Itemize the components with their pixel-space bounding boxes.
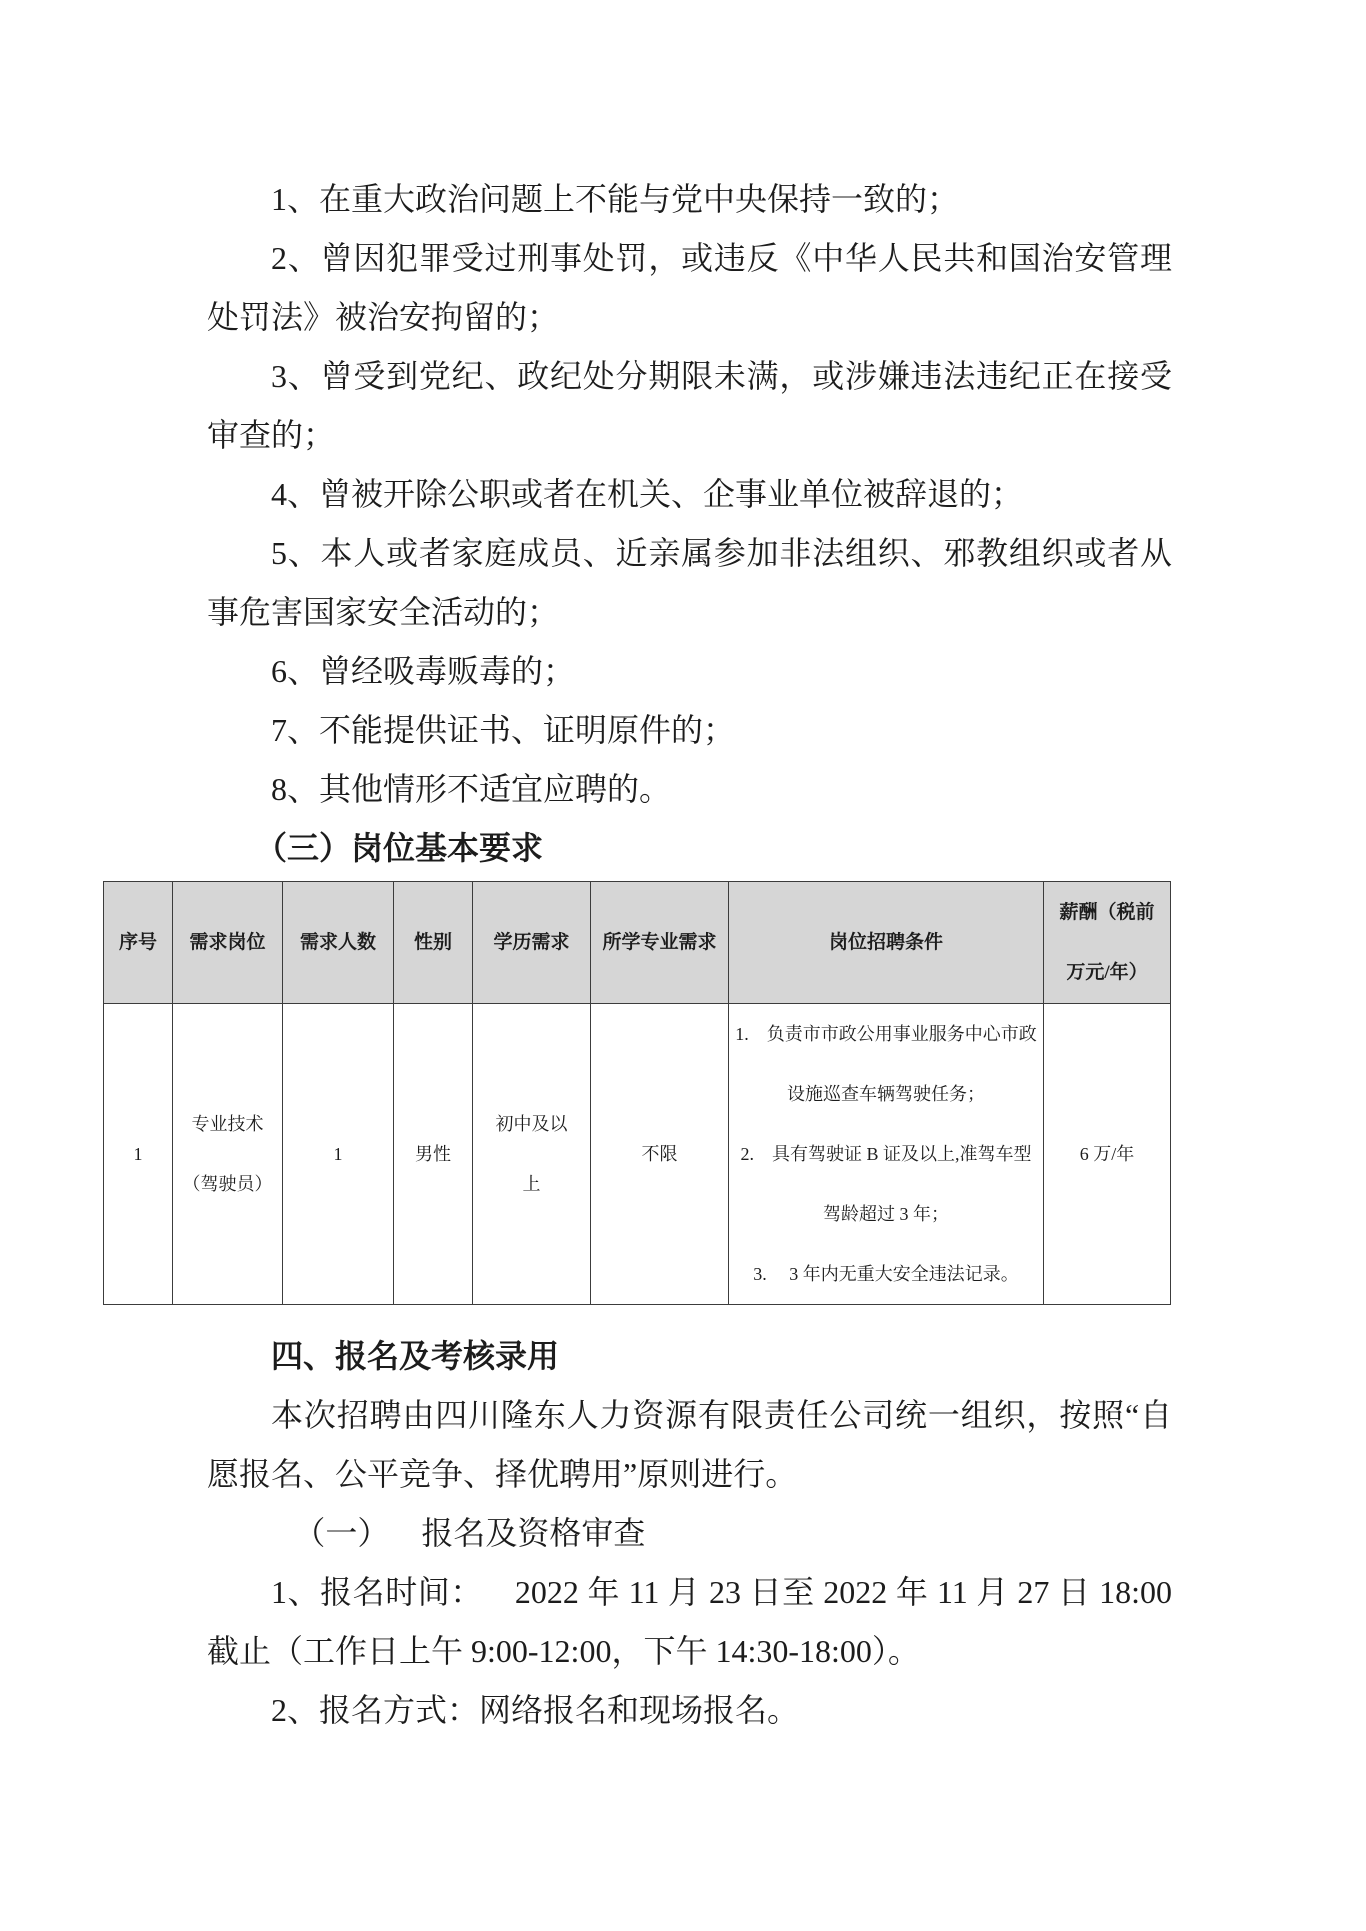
col-header-education: 学历需求 [473,882,591,1004]
subsection-heading-1: （一） 报名及资格审查 [293,1515,646,1551]
cell-conditions [729,1004,1044,1305]
cell-post: 专业技术 （驾驶员） [173,1004,283,1305]
cell-index: 1 [104,1004,173,1305]
cell-education: 初中及以 上 [473,1004,591,1305]
table-header-row [104,882,1171,1004]
list-item: 6、曾经吸毒贩毒的； [271,653,576,689]
section-4-intro: 本次招聘由四川隆东人力资源有限责任公司统一组织，按照“自愿报名、公平竞争、择优聘用”原则进行。 [207,1397,1172,1492]
list-item: 3、曾受到党纪、政纪处分期限未满，或涉嫌违法违纪正在接受审查的； [207,358,1172,453]
col-header-gender: 性别 [394,882,473,1004]
col-header-salary: 薪酬（税前 万元/年） [1044,882,1171,1004]
condition-item: 1. 负责市市政公用事业服务中心市政设施巡查车辆驾驶任务； [735,1024,1037,1104]
sub-list-item: 1、报名时间： 2022 年 11 月 23 日至 2022 年 11 月 27 日 18:00 截止（工作日上午 9:00-12:00，下午 14:30-18:00）。 [207,1574,1172,1669]
requirements-table [103,881,1171,1305]
condition-item: 3. 3 年内无重大安全违法记录。 [753,1264,1019,1284]
col-header-major: 所学专业需求 [591,882,729,1004]
col-header-post: 需求岗位 [173,882,283,1004]
cell-salary: 6 万/年 [1044,1004,1171,1305]
cell-major: 不限 [591,1004,729,1305]
section-heading-4: 四、报名及考核录用 [271,1338,560,1374]
section-4 [207,1327,1172,1740]
cell-count: 1 [283,1004,394,1305]
condition-item: 2. 具有驾驶证 B 证及以上,准驾车型驾龄超过 3 年； [740,1144,1032,1224]
sub-list-item: 2、报名方式：网络报名和现场报名。 [271,1692,800,1728]
col-header-conditions: 岗位招聘条件 [729,882,1044,1004]
list-item: 7、不能提供证书、证明原件的； [271,712,736,748]
col-header-index: 序号 [104,882,173,1004]
cell-gender: 男性 [394,1004,473,1305]
list-item: 2、曾因犯罪受过刑事处罚，或违反《中华人民共和国治安管理处罚法》被治安拘留的； [207,240,1172,335]
list-item: 5、本人或者家庭成员、近亲属参加非法组织、邪教组织或者从事危害国家安全活动的； [207,535,1172,630]
list-item: 4、曾被开除公职或者在机关、企事业单位被辞退的； [271,476,1024,512]
table-row [104,1004,1171,1305]
list-item: 1、在重大政治问题上不能与党中央保持一致的； [271,181,960,217]
list-item: 8、其他情形不适宜应聘的。 [271,771,672,807]
col-header-count: 需求人数 [283,882,394,1004]
section-heading-3: （三）岗位基本要求 [255,830,544,866]
disqualification-list [207,0,1172,878]
